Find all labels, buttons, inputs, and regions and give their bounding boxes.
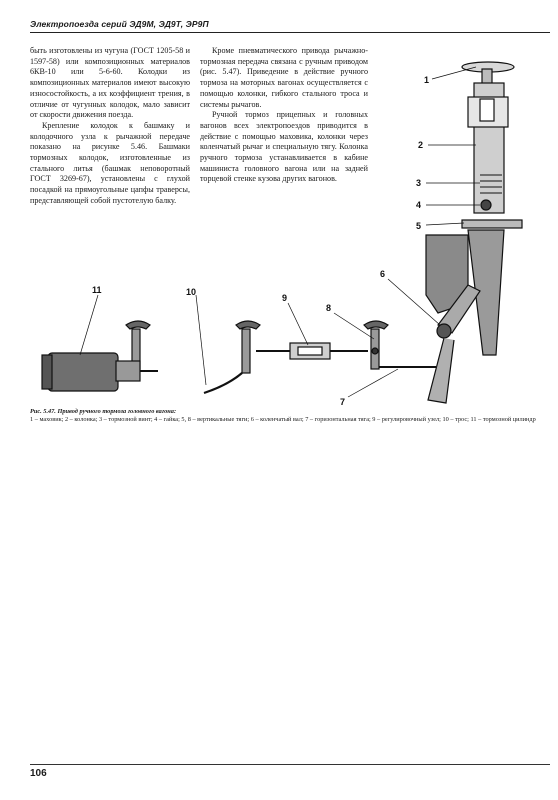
figure-label-2: 2 [418,140,424,150]
figure-label-3: 3 [416,178,422,188]
hand-brake-drive-figure [28,55,548,415]
paragraph: быть изготовлены из чугуна (ГОСТ 1205-58 и 1597-58) или композиционных материалов 6КВ-10 или 5-6-60. Колодки из композиционных материалов имеют высокую износостойкость, а их коэффициент трения, в отличие от чугунных колодок, мало зависит от скорости движения поезда. [30,46,190,120]
figure-caption [30,408,542,424]
figure-label-11: 11 [92,285,102,295]
paragraph: Кроме пневматического привода рычажно-тормозная передача связана с ручным приводом (рис. 5.47). Приведение в действие ручного тормоза на моторных вагонах осуществляется с помощью колонки, гибкого стального троса и системы рычагов. [200,46,368,109]
paragraph: Ручной тормоз прицепных и головных вагонов всех электропоездов приводится в действие с помощью маховика, колонки через коленчатый рычаг и специальную тягу. Колонка ручного тормоза устанавливается в кабине машиниста головного вагона или на задней торцевой стенке кузова других вагонов. [200,110,368,184]
page-number: 106 [30,768,47,779]
figure-label-6: 6 [380,269,386,279]
brake-cylinder-drawing [48,353,118,391]
caption-title: Рис. 5.47. Привод ручного тормоза головного вагона: [30,408,177,415]
footer-rule [30,764,550,765]
figure-label-5: 5 [416,221,422,231]
figure-label-9: 9 [282,293,288,303]
cable-drawing [204,373,242,393]
nut-drawing [481,200,491,210]
figure-label-4: 4 [416,200,422,210]
figure-label-7: 7 [340,397,346,407]
paragraph: Крепление колодок к башмаку и колодочного узла к рычажной передаче показано на рисунке 5.46. Башмаки тормозных колодок, изготовленные из стального литья (башмак неповоротный ГОСТ 3269-67), установлены с глухой посадкой на прямоугольные цапфы траверсы, представляющей собой пустотелую балку. [30,120,190,205]
running-header: Электропоезда серий ЭД9М, ЭД9Т, ЭР9П [30,19,550,33]
caption-body: 1 – маховик; 2 – колонка; 3 – тормозной винт; 4 – гайка; 5, 8 – вертикальные тяги; 6 – коленчатый вал; 7 – горизонтальная тяга; 9 – регулировочный узел; 10 – трос; 11 – тормозной цилиндр [30,416,536,424]
figure-label-10: 10 [186,287,197,297]
figure-label-1: 1 [424,75,430,85]
figure-label-8: 8 [326,303,332,313]
